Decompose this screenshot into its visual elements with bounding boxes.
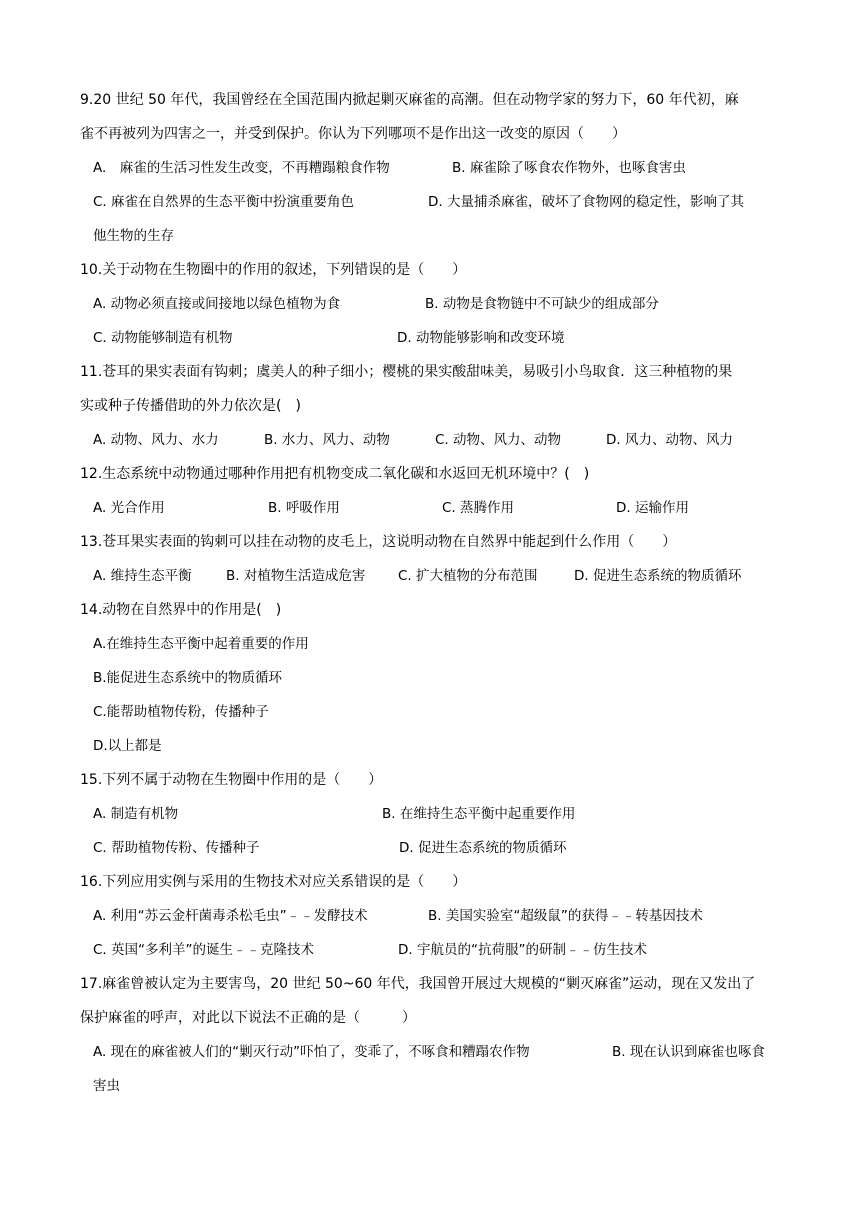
question-11-stem-line1: 11.苍耳的果实表面有钩刺；虞美人的种子细小；樱桃的果实酸甜味美，易吸引小鸟取食．这三种植物的果 (80, 364, 733, 380)
question-13-option-c: C. 扩大植物的分布范围 (398, 568, 538, 584)
question-16-option-d: D. 宇航员的“抗荷服”的研制﹣﹣仿生技术 (398, 942, 647, 958)
question-13-option-a: A. 维持生态平衡 (93, 568, 192, 584)
question-15-stem: 15.下列不属于动物在生物圈中作用的是（ ） (80, 772, 383, 788)
question-17-stem-line2: 保护麻雀的呼声，对此以下说法不正确的是（ ） (80, 1010, 416, 1026)
question-14-option-a: A.在维持生态平衡中起着重要的作用 (93, 636, 309, 652)
question-11-option-c: C. 动物、风力、动物 (435, 432, 562, 448)
question-10-option-d: D. 动物能够影响和改变环境 (397, 330, 565, 346)
question-14-option-d: D.以上都是 (93, 738, 162, 754)
question-11-stem-line2: 实或种子传播借助的外力依次是( ) (80, 398, 301, 414)
question-9-stem-line2: 雀不再被列为四害之一，并受到保护。你认为下列哪项不是作出这一改变的原因（ ） (80, 126, 626, 142)
question-15-option-c: C. 帮助植物传粉、传播种子 (93, 840, 260, 856)
question-17-stem-line1: 17.麻雀曾被认定为主要害鸟，20 世纪 50~60 年代，我国曾开展过大规模的“剿灭麻雀”运动，现在又发出了 (80, 976, 756, 992)
question-17-option-a: A. 现在的麻雀被人们的“剿灭行动”吓怕了，变乖了，不啄食和糟蹋农作物 (93, 1044, 530, 1060)
question-9-option-b: B. 麻雀除了啄食农作物外，也啄食害虫 (452, 160, 686, 176)
question-10-stem: 10.关于动物在生物圈中的作用的叙述，下列错误的是（ ） (80, 262, 467, 278)
question-15-option-a: A. 制造有机物 (93, 806, 179, 822)
question-13-option-d: D. 促进生态系统的物质循环 (574, 568, 742, 584)
question-16-option-c: C. 英国“多利羊”的诞生﹣﹣克隆技术 (93, 942, 314, 958)
question-16-option-b: B. 美国实验室“超级鼠”的获得﹣﹣转基因技术 (428, 908, 703, 924)
question-10-option-b: B. 动物是食物链中不可缺少的组成部分 (425, 296, 659, 312)
question-14-stem: 14.动物在自然界中的作用是( ) (80, 602, 282, 618)
question-13-option-b: B. 对植物生活造成危害 (226, 568, 366, 584)
question-17-option-b: B. 现在认识到麻雀也啄食 (612, 1044, 765, 1060)
question-11-option-d: D. 风力、动物、风力 (606, 432, 733, 448)
question-13-stem: 13.苍耳果实表面的钩刺可以挂在动物的皮毛上，这说明动物在自然界中能起到什么作用（ ） (80, 534, 677, 550)
question-10-option-a: A. 动物必须直接或间接地以绿色植物为食 (93, 296, 341, 312)
question-9-option-d: D. 大量捕杀麻雀，破坏了食物网的稳定性，影响了其 (428, 194, 744, 210)
question-16-stem: 16.下列应用实例与采用的生物技术对应关系错误的是（ ） (80, 874, 467, 890)
question-14-option-c: C.能帮助植物传粉，传播种子 (93, 704, 269, 720)
question-12-stem: 12.生态系统中动物通过哪种作用把有机物变成二氧化碳和水返回无机环境中？( ) (80, 466, 590, 482)
question-14-option-b: B.能促进生态系统中的物质循环 (93, 670, 283, 686)
question-9-option-d-continued: 他生物的生存 (93, 228, 174, 244)
question-12-option-d: D. 运输作用 (616, 500, 689, 516)
question-9-option-c: C. 麻雀在自然界的生态平衡中扮演重要角色 (93, 194, 355, 210)
question-9-stem-line1: 9.20 世纪 50 年代，我国曾经在全国范围内掀起剿灭麻雀的高潮。但在动物学家的努力下，60 年代初，麻 (80, 92, 739, 108)
question-12-option-a: A. 光合作用 (93, 500, 165, 516)
question-15-option-b: B. 在维持生态平衡中起重要作用 (382, 806, 576, 822)
question-9-option-a: A. 麻雀的生活习性发生改变，不再糟蹋粮食作物 (93, 160, 390, 176)
question-12-option-c: C. 蒸腾作用 (442, 500, 515, 516)
question-10-option-c: C. 动物能够制造有机物 (93, 330, 233, 346)
question-11-option-b: B. 水力、风力、动物 (264, 432, 390, 448)
question-16-option-a: A. 利用“苏云金杆菌毒杀松毛虫”﹣﹣发酵技术 (93, 908, 368, 924)
question-12-option-b: B. 呼吸作用 (268, 500, 340, 516)
question-17-option-b-continued: 害虫 (93, 1078, 120, 1094)
question-11-option-a: A. 动物、风力、水力 (93, 432, 219, 448)
question-15-option-d: D. 促进生态系统的物质循环 (399, 840, 567, 856)
